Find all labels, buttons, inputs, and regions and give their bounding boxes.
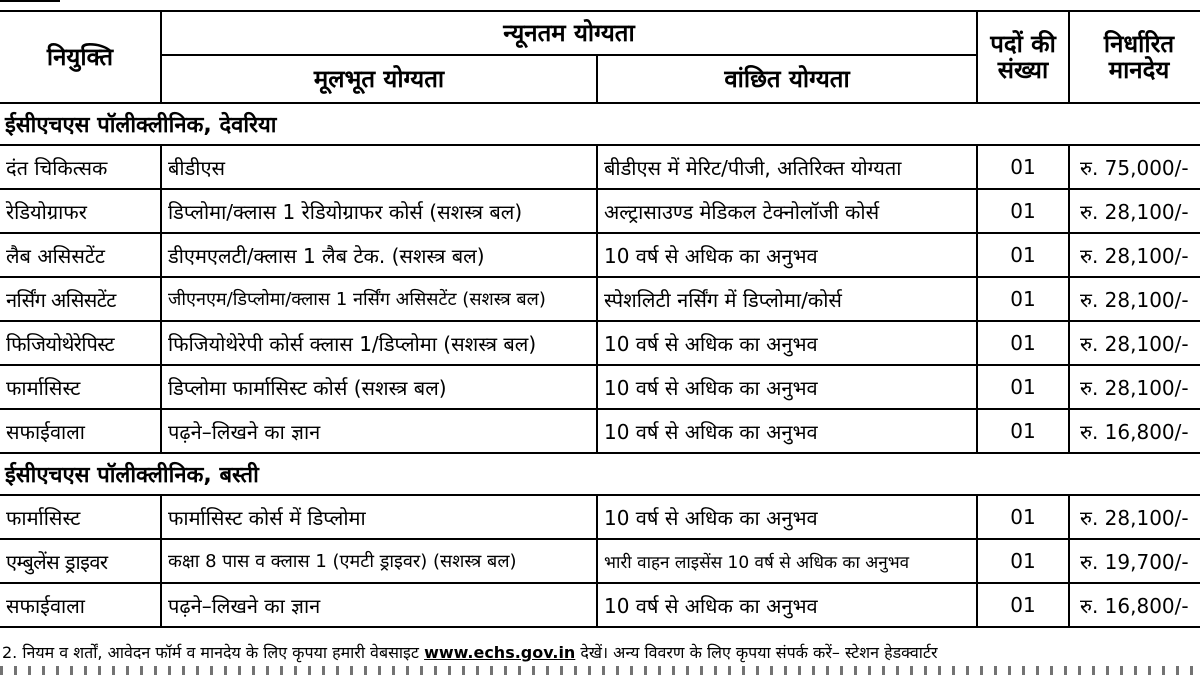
header-post: नियुक्ति [0, 11, 161, 103]
cell-basic: डीएमएलटी/क्लास 1 लैब टेक. (सशस्त्र बल) [161, 233, 597, 277]
cell-post: एम्बुलेंस ड्राइवर [0, 539, 161, 583]
cell-post: सफाईवाला [0, 583, 161, 627]
cut-off-text-line [0, 666, 1200, 675]
cell-post: सफाईवाला [0, 409, 161, 453]
header-posts-count: पदों की संख्या [977, 11, 1069, 103]
cell-count: 01 [977, 495, 1069, 539]
cell-pay: रु. 28,100/- [1069, 495, 1200, 539]
table-row [0, 539, 1200, 583]
table-row [0, 495, 1200, 539]
cell-basic: कक्षा 8 पास व क्लास 1 (एमटी ड्राइवर) (सशस्त्र बल) [161, 539, 597, 583]
cell-basic: फिजियोथेरेपी कोर्स क्लास 1/डिप्लोमा (सशस्त्र बल) [161, 321, 597, 365]
table-row [0, 277, 1200, 321]
cell-basic: बीडीएस [161, 145, 597, 189]
cell-pay: रु. 28,100/- [1069, 365, 1200, 409]
table-row [0, 409, 1200, 453]
cell-count: 01 [977, 189, 1069, 233]
cell-desired: भारी वाहन लाइसेंस 10 वर्ष से अधिक का अनुभव [597, 539, 977, 583]
cell-pay: रु. 28,100/- [1069, 233, 1200, 277]
cell-pay: रु. 28,100/- [1069, 321, 1200, 365]
cell-basic: जीएनएम/डिप्लोमा/क्लास 1 नर्सिंग असिसटेंट (सशस्त्र बल) [161, 277, 597, 321]
note-suffix: देखें। अन्य विवरण के लिए कृपया संपर्क करें– स्टेशन हेडक्वार्टर [575, 643, 938, 662]
cell-desired: 10 वर्ष से अधिक का अनुभव [597, 583, 977, 627]
cell-count: 01 [977, 233, 1069, 277]
table-row [0, 583, 1200, 627]
header-basic-qualification: मूलभूत योग्यता [161, 55, 597, 103]
cell-desired: 10 वर्ष से अधिक का अनुभव [597, 409, 977, 453]
recruitment-table [0, 10, 1200, 628]
cell-desired: स्पेशलिटी नर्सिंग में डिप्लोमा/कोर्स [597, 277, 977, 321]
cell-pay: रु. 16,800/- [1069, 409, 1200, 453]
cell-desired: बीडीएस में मेरिट/पीजी, अतिरिक्त योग्यता [597, 145, 977, 189]
table-row [0, 145, 1200, 189]
cell-desired: 10 वर्ष से अधिक का अनुभव [597, 365, 977, 409]
cell-basic: डिप्लोमा फार्मासिस्ट कोर्स (सशस्त्र बल) [161, 365, 597, 409]
cell-post: दंत चिकित्सक [0, 145, 161, 189]
cell-pay: रु. 19,700/- [1069, 539, 1200, 583]
header-desired-qualification: वांछित योग्यता [597, 55, 977, 103]
cell-post: नर्सिंग असिसटेंट [0, 277, 161, 321]
cell-post: फार्मासिस्ट [0, 365, 161, 409]
cell-post: फार्मासिस्ट [0, 495, 161, 539]
footer-note [2, 642, 1200, 664]
header-min-qualification: न्यूनतम योग्यता [161, 11, 977, 55]
section-title-deoria: ईसीएचएस पॉलीक्लीनिक, देवरिया [0, 103, 1200, 145]
website-link[interactable]: www.echs.gov.in [424, 643, 576, 662]
cell-desired: 10 वर्ष से अधिक का अनुभव [597, 495, 977, 539]
cell-count: 01 [977, 145, 1069, 189]
cell-pay: रु. 28,100/- [1069, 277, 1200, 321]
cell-basic: डिप्लोमा/क्लास 1 रेडियोग्राफर कोर्स (सशस्त्र बल) [161, 189, 597, 233]
cell-count: 01 [977, 321, 1069, 365]
cell-post: रेडियोग्राफर [0, 189, 161, 233]
table-row [0, 365, 1200, 409]
cell-count: 01 [977, 365, 1069, 409]
cell-post: फिजियोथेरेपिस्ट [0, 321, 161, 365]
cell-desired: 10 वर्ष से अधिक का अनुभव [597, 321, 977, 365]
cell-pay: रु. 16,800/- [1069, 583, 1200, 627]
header-remuneration: निर्धारित मानदेय [1069, 11, 1200, 103]
cell-post: लैब असिसटेंट [0, 233, 161, 277]
cell-count: 01 [977, 539, 1069, 583]
note-prefix: 2. नियम व शर्तों, आवेदन फॉर्म व मानदेय के लिए कृपया हमारी वेबसाइट [2, 643, 425, 662]
table-row [0, 321, 1200, 365]
cell-basic: पढ़ने–लिखने का ज्ञान [161, 583, 597, 627]
cell-count: 01 [977, 277, 1069, 321]
cell-basic: पढ़ने–लिखने का ज्ञान [161, 409, 597, 453]
table-row [0, 189, 1200, 233]
cell-count: 01 [977, 409, 1069, 453]
table-row [0, 233, 1200, 277]
cell-basic: फार्मासिस्ट कोर्स में डिप्लोमा [161, 495, 597, 539]
section-title-basti: ईसीएचएस पॉलीक्लीनिक, बस्ती [0, 453, 1200, 495]
top-border-fragment [0, 0, 60, 10]
cell-count: 01 [977, 583, 1069, 627]
cell-desired: अल्ट्रासाउण्ड मेडिकल टेक्नोलॉजी कोर्स [597, 189, 977, 233]
cell-pay: रु. 28,100/- [1069, 189, 1200, 233]
cell-pay: रु. 75,000/- [1069, 145, 1200, 189]
cell-desired: 10 वर्ष से अधिक का अनुभव [597, 233, 977, 277]
